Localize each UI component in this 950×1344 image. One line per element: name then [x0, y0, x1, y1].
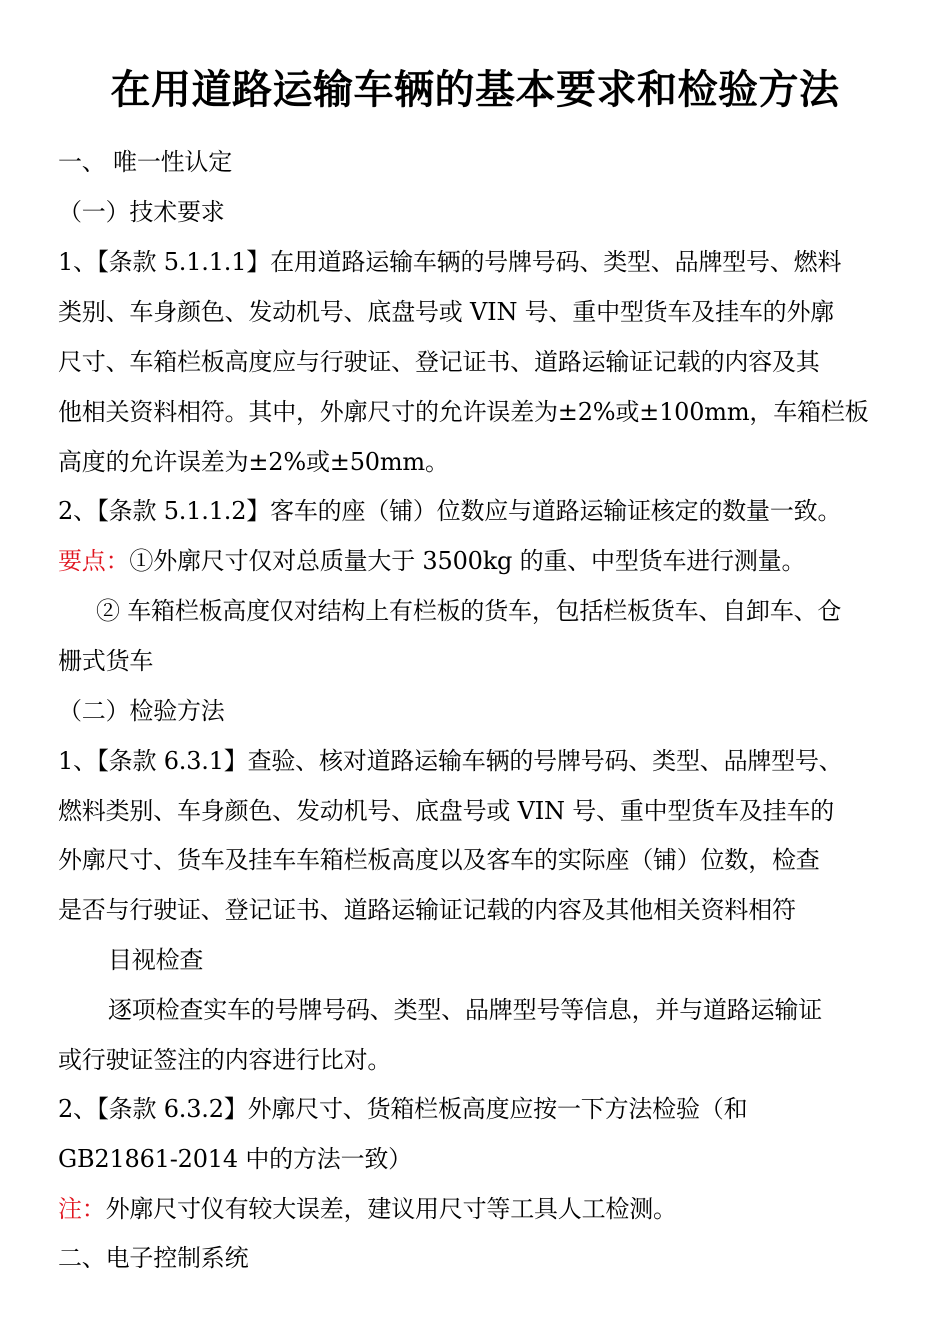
visual-check-heading: 目视检查 [108, 946, 204, 974]
method-item1-line3: 外廓尺寸、货车及挂车车箱栏板高度以及客车的实际座（铺）位数，检查 [58, 846, 820, 874]
keypoint-1: ①外廓尺寸仅对总质量大于 3500kg 的重、中型货车进行测量。 [129, 547, 806, 575]
tech-item1-line2: 类别、车身颜色、发动机号、底盘号或 VIN 号、重中型货车及挂车的外廓 [58, 298, 835, 326]
tech-item1-line3: 尺寸、车箱栏板高度应与行驶证、登记证书、道路运输证记载的内容及其 [58, 348, 820, 376]
tech-item1-line4: 他相关资料相符。其中，外廓尺寸的允许误差为±2%或±100mm，车箱栏板 [58, 398, 869, 426]
tech-item1-line1: 1、【条款 5.1.1.1】在用道路运输车辆的号牌号码、类型、品牌型号、燃料 [58, 248, 842, 276]
keypoint-line [58, 546, 805, 576]
keypoint-2-cont: 栅式货车 [58, 647, 154, 675]
tech-item2: 2、【条款 5.1.1.2】客车的座（铺）位数应与道路运输证核定的数量一致。 [58, 497, 842, 525]
subsection-heading-inspection-method: （二）检验方法 [58, 697, 225, 725]
section-heading-uniqueness: 一、 唯一性认定 [58, 148, 233, 176]
method-item2-line1: 2、【条款 6.3.2】外廓尺寸、货箱栏板高度应按一下方法检验（和 [58, 1095, 748, 1123]
section-heading-electronic-control: 二、电子控制系统 [58, 1244, 249, 1272]
note-label: 注： [58, 1195, 106, 1223]
keypoint-2: ② 车箱栏板高度仅对结构上有栏板的货车，包括栏板货车、自卸车、仓 [96, 597, 842, 625]
method-item2-line2: GB21861-2014 中的方法一致） [58, 1145, 412, 1173]
method-item1-line2: 燃料类别、车身颜色、发动机号、底盘号或 VIN 号、重中型货车及挂车的 [58, 797, 835, 825]
tech-item1-line5: 高度的允许误差为±2%或±50mm。 [58, 448, 449, 476]
visual-check-desc-line1: 逐项检查实车的号牌号码、类型、品牌型号等信息，并与道路运输证 [108, 996, 822, 1024]
document-title: 在用道路运输车辆的基本要求和检验方法 [110, 67, 840, 113]
keypoint-label: 要点： [58, 547, 130, 575]
visual-check-desc-line2: 或行驶证签注的内容进行比对。 [58, 1046, 392, 1074]
note-text: 外廓尺寸仪有较大误差，建议用尺寸等工具人工检测。 [105, 1195, 677, 1223]
method-item1-line4: 是否与行驶证、登记证书、道路运输证记载的内容及其他相关资料相符 [58, 896, 796, 924]
subsection-heading-tech-requirements: （一）技术要求 [58, 198, 225, 226]
method-item1-line1: 1、【条款 6.3.1】查验、核对道路运输车辆的号牌号码、类型、品牌型号、 [58, 747, 843, 775]
note-line [58, 1194, 677, 1224]
